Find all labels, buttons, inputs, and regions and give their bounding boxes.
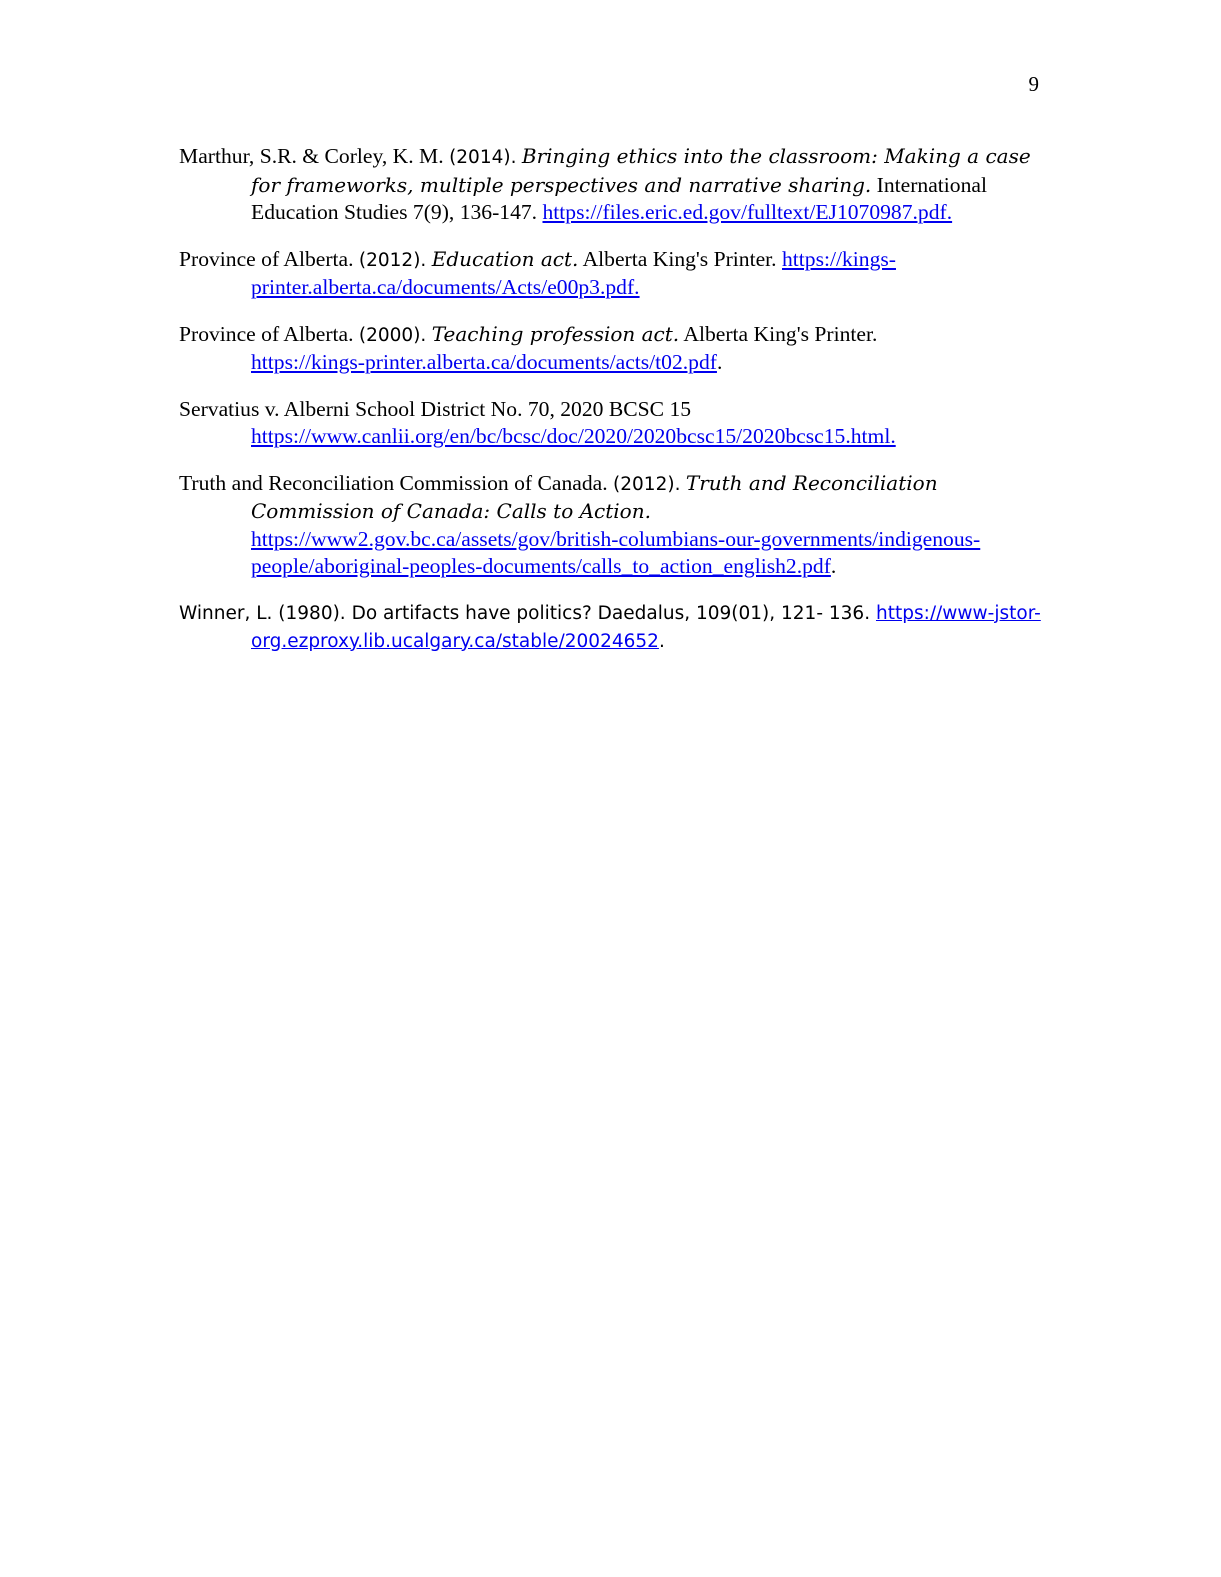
reference-link[interactable]: https://kings-printer.alberta.ca/documents/acts/t02.pdf: [251, 350, 717, 374]
reference-title: Truth and Reconciliation Commission of Canada: Calls to Action.: [251, 470, 938, 523]
reference-entry: [179, 321, 1044, 377]
reference-entry: [179, 396, 1044, 451]
reference-author: Servatius v. Alberni School District No. 70, 2020 BCSC 15: [179, 396, 692, 421]
reference-link[interactable]: https://www2.gov.bc.ca/assets/gov/british-columbians-our-governments/indigenous-people/aboriginal-peoples-documents/calls_to_action_english2.pdf: [251, 526, 981, 578]
reference-trailing-period: .: [830, 554, 837, 578]
reference-year: (2000).: [358, 324, 427, 346]
reference-author: Province of Alberta.: [179, 321, 354, 346]
reference-link[interactable]: https://www.canlii.org/en/bc/bcsc/doc/2020/2020bcsc15/2020bcsc15.html.: [251, 424, 896, 448]
reference-entry: [179, 600, 1044, 656]
reference-title: Teaching profession act.: [431, 321, 680, 346]
reference-author: Province of Alberta.: [179, 246, 354, 271]
reference-link[interactable]: https://kings-printer.alberta.ca/documents/Acts/e00p3.pdf.: [251, 246, 896, 299]
reference-author: Winner, L. (1980). Do artifacts have politics? Daedalus, 109(01), 121- 136.: [179, 602, 871, 624]
page-number: 9: [1028, 72, 1039, 96]
reference-entry: [179, 470, 1044, 581]
reference-publisher: Alberta King's Printer.: [683, 321, 878, 346]
reference-trailing-period: .: [716, 350, 723, 374]
reference-publisher: International Education Studies 7(9), 136-147.: [251, 172, 987, 224]
reference-link[interactable]: https://www-jstor-org.ezproxy.lib.ucalgary.ca/stable/20024652: [251, 602, 1041, 652]
reference-author: Marthur, S.R. & Corley, K. M.: [179, 144, 444, 168]
reference-title: Education act.: [431, 246, 579, 271]
reference-list: [179, 143, 1044, 675]
reference-year: (2012).: [358, 249, 427, 271]
reference-year: (2014).: [449, 147, 517, 168]
reference-entry: [179, 143, 1044, 227]
reference-title: Bringing ethics into the classroom: Making a case for frameworks, multiple perspectives and narrative sharing.: [251, 144, 1031, 197]
reference-author: Truth and Reconciliation Commission of Canada.: [179, 470, 608, 495]
reference-year: (2012).: [613, 473, 681, 495]
reference-entry: [179, 246, 1044, 302]
reference-link[interactable]: https://files.eric.ed.gov/fulltext/EJ1070987.pdf.: [542, 200, 953, 224]
reference-publisher: Alberta King's Printer.: [582, 246, 777, 271]
reference-trailing-period: .: [658, 630, 665, 652]
